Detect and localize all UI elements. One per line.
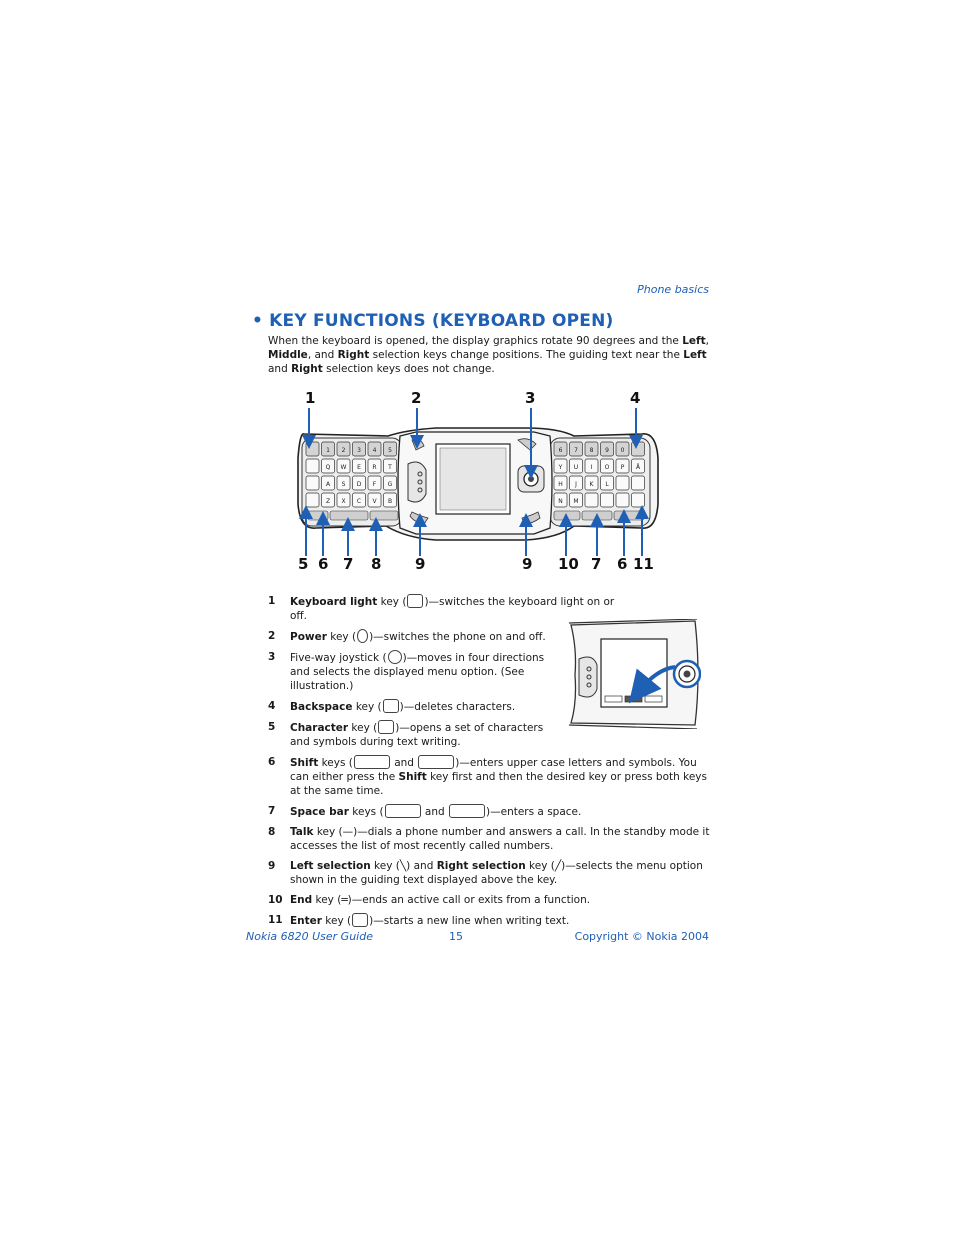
keypad-key bbox=[601, 493, 614, 507]
callout-label-9b: 9 bbox=[522, 555, 533, 573]
callout-label-7b: 7 bbox=[591, 555, 602, 573]
keypad-key bbox=[616, 476, 629, 490]
callout-label-6b: 6 bbox=[617, 555, 628, 573]
callout-label-6: 6 bbox=[318, 555, 329, 573]
keypad-key-label: B bbox=[387, 498, 393, 505]
keypad-key-label: T bbox=[388, 464, 392, 471]
keypad-key-label: N bbox=[558, 498, 563, 505]
callout-label-11: 11 bbox=[633, 555, 654, 573]
keypad-key bbox=[306, 442, 319, 456]
keypad-key-label: S bbox=[341, 481, 346, 488]
keypad-key-label: 4 bbox=[372, 447, 377, 454]
keypad-key-label: 3 bbox=[357, 447, 361, 454]
keypad-key-label: U bbox=[573, 464, 579, 471]
keypad-key bbox=[306, 459, 319, 473]
list-item: 7 Space bar keys ( and )—enters a space. bbox=[268, 805, 582, 818]
talk-key-icon: — bbox=[342, 826, 354, 838]
keypad-key-label: I bbox=[590, 464, 593, 471]
list-item: 11 Enter key ( )—starts a new line when writing text. bbox=[268, 914, 570, 927]
list-item: 10 End key (═)—ends an active call or exits from a function. bbox=[268, 894, 591, 906]
keypad-key-label: C bbox=[356, 498, 362, 505]
space-left-key-icon bbox=[385, 804, 421, 818]
keypad-key-label: 0 bbox=[620, 447, 625, 454]
keypad-key-label: K bbox=[589, 481, 594, 488]
enter-key-icon bbox=[352, 913, 368, 927]
keypad-key bbox=[616, 493, 629, 507]
keypad-key-label: 5 bbox=[388, 447, 392, 454]
list-item: 4 Backspace key ( )—deletes characters. bbox=[268, 700, 516, 713]
character-key-icon bbox=[378, 720, 394, 734]
keyboard-light-key-icon bbox=[407, 594, 423, 608]
keypad-key-label: 9 bbox=[605, 447, 609, 454]
keypad-key-label: 2 bbox=[341, 447, 346, 454]
keypad-key-label: Y bbox=[558, 464, 563, 471]
list-item: 5 Character key ( )—opens a set of characters and symbols during text writing. bbox=[268, 721, 544, 748]
list-item: 2 Power key ( )—switches the phone on and off. bbox=[268, 630, 546, 643]
keypad-key-label: O bbox=[604, 464, 610, 471]
keyboard-diagram bbox=[296, 388, 666, 578]
end-key-icon: ═ bbox=[341, 894, 348, 906]
keypad-key-label: Q bbox=[325, 464, 331, 471]
callout-label-1: 1 bbox=[305, 389, 316, 407]
list-item: 3 Five-way joystick ( )—moves in four directions and selects the displayed menu option. (See illustration.) bbox=[268, 651, 545, 692]
keypad-key bbox=[632, 476, 645, 490]
callout-label-7: 7 bbox=[343, 555, 354, 573]
list-item: 6 Shift keys ( and )—enters upper case letters and symbols. You can either press the Shift key first and then the desired key or press both keys at the same time. bbox=[268, 756, 707, 797]
joystick-key-icon bbox=[388, 650, 402, 664]
keypad-key-label: P bbox=[620, 464, 625, 471]
list-item: 1 Keyboard light key ( )—switches the keyboard light on or off. bbox=[268, 595, 615, 622]
keypad-key bbox=[585, 493, 598, 507]
keypad-key-label: V bbox=[372, 498, 377, 505]
footer-page-number: 15 bbox=[449, 930, 463, 943]
backspace-key-icon bbox=[383, 699, 399, 713]
shift-left-key-icon bbox=[354, 755, 390, 769]
intro-paragraph: When the keyboard is opened, the display graphics rotate 90 degrees and the Left, Middle, and Right selection keys change positions. The guiding text near the Left and Right selection keys does not change. bbox=[268, 335, 709, 375]
callout-label-4: 4 bbox=[630, 389, 641, 407]
keypad-key-label: Z bbox=[325, 498, 331, 505]
keypad-key-label: F bbox=[372, 481, 377, 488]
keypad-key-label: D bbox=[356, 481, 362, 488]
keypad-key-label: X bbox=[341, 498, 346, 505]
footer-guide-title: Nokia 6820 User Guide bbox=[246, 930, 373, 943]
power-key-icon bbox=[357, 629, 368, 643]
footer-copyright: Copyright © Nokia 2004 bbox=[574, 930, 709, 943]
keypad-key-label: E bbox=[357, 464, 361, 471]
shift-right-key-icon bbox=[418, 755, 454, 769]
keypad-key-label: J bbox=[575, 481, 577, 488]
keypad-key-label: A bbox=[325, 481, 331, 488]
phone-illustration bbox=[296, 388, 666, 578]
keypad-key bbox=[632, 493, 645, 507]
callout-label-3: 3 bbox=[525, 389, 536, 407]
key-function-list bbox=[268, 594, 713, 934]
keypad-key-label: R bbox=[372, 464, 377, 471]
space-right-key-icon bbox=[449, 804, 485, 818]
running-header: Phone basics bbox=[637, 283, 709, 296]
callout-label-8: 8 bbox=[371, 555, 382, 573]
keypad-key-label: G bbox=[387, 481, 393, 488]
keypad-key-label: 6 bbox=[558, 447, 563, 454]
section-title: • KEY FUNCTIONS (KEYBOARD OPEN) bbox=[252, 311, 614, 331]
keypad-key-label: L bbox=[605, 481, 609, 488]
callout-label-5: 5 bbox=[298, 555, 309, 573]
keypad-key-label: H bbox=[558, 481, 563, 488]
keypad-key bbox=[306, 493, 319, 507]
list-item: 9 Left selection key (╲) and Right selection key (╱)—selects the menu option shown in the guiding text displayed above the key. bbox=[268, 860, 703, 886]
keypad-key bbox=[306, 476, 319, 490]
keypad-key bbox=[632, 442, 645, 456]
keypad-key-label: 1 bbox=[326, 447, 330, 454]
callout-label-10: 10 bbox=[558, 555, 579, 573]
keypad-key-label: M bbox=[573, 498, 579, 505]
keypad-key-label: W bbox=[340, 464, 347, 471]
callout-label-9a: 9 bbox=[415, 555, 426, 573]
keypad-key-label: 7 bbox=[574, 447, 578, 454]
callout-label-2: 2 bbox=[411, 389, 422, 407]
left-selection-key-icon: ╲ bbox=[399, 860, 407, 872]
right-selection-key-icon: ╱ bbox=[554, 860, 562, 872]
keypad-key-label: Å bbox=[635, 464, 641, 471]
list-item: 8 Talk key (—)—dials a phone number and answers a call. In the standby mode it accesses the list of most recently called numbers. bbox=[268, 826, 710, 852]
keypad-key-label: 8 bbox=[589, 447, 594, 454]
